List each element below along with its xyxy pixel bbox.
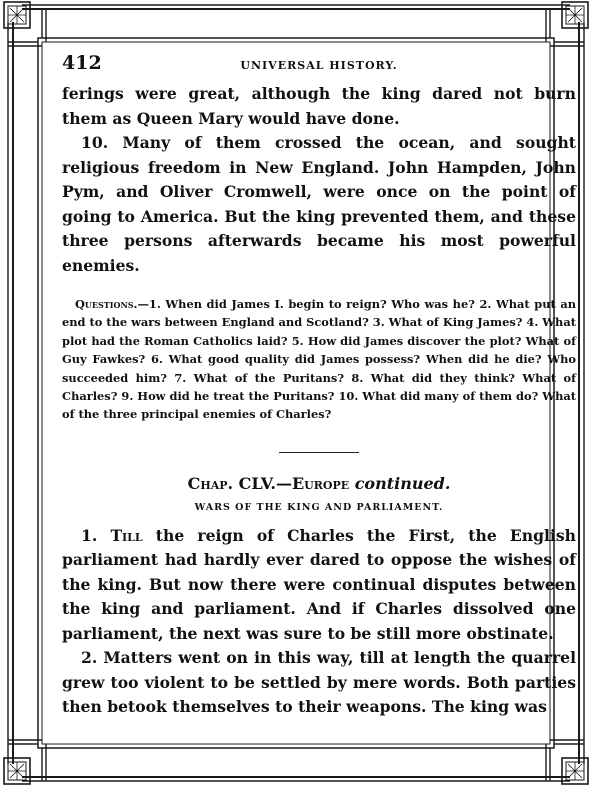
body-text (62, 82, 576, 278)
chapter-name: Europe (291, 473, 350, 493)
paragraph: ferings were great, although the king dared not burn them as Queen Mary would have done. (62, 84, 576, 128)
paragraph: 2. Matters went on in this way, till at length the quarrel grew too violent to be settled by mere words. Both parties then betook themselves to their weapons. The king was (62, 648, 576, 717)
questions-label: Questions. (75, 297, 138, 311)
paragraph-text: the reign of Charles the First, the English parliament had hardly ever dared to oppose the wishes of the king. But now there were continual disputes between the king and parliament. And if Charles dissolved one parliament, the next was sure to be still more obstinate. (62, 525, 576, 643)
running-head: UNIVERSAL HISTORY. (240, 59, 398, 72)
paragraph-number: 1. (81, 525, 98, 545)
page-content (62, 52, 576, 720)
section-title: WARS OF THE KING AND PARLIAMENT. (194, 501, 444, 513)
page-header (62, 52, 576, 82)
chapter-title (62, 474, 576, 493)
page-number: 412 (62, 52, 102, 74)
divider-rule (279, 452, 359, 453)
chapter-suffix: continued. (354, 473, 451, 493)
chapter-dash: — (275, 473, 292, 493)
paragraph (62, 524, 576, 647)
chapter-text (62, 524, 576, 720)
chapter-label: Chap. CLV. (187, 473, 276, 493)
questions-block (62, 295, 576, 424)
paragraph: 10. Many of them crossed the ocean, and sought religious freedom in New England. John Hampden, John Pym, and Oliver Cromwell, were once on the point of going to America. But the king prevented them, and these three persons afterwards became his most powerful enemies. (62, 133, 576, 275)
questions-text: —1. When did James I. begin to reign? Who was he? 2. What put an end to the wars between England and Scotland? 3. What of King James? 4. What plot had the Roman Catholics laid? 5. How did James discover the plot? What of Guy Fawkes? 6. What good quality did James possess? When did he die? Who succeeded him? 7. What of the Puritans? 8. What did they think? What of Charles? 9. How did he treat the Puritans? 10. What did many of them do? What of the three principal enemies of Charles? (62, 297, 576, 422)
paragraph-lead: Till (110, 525, 143, 545)
